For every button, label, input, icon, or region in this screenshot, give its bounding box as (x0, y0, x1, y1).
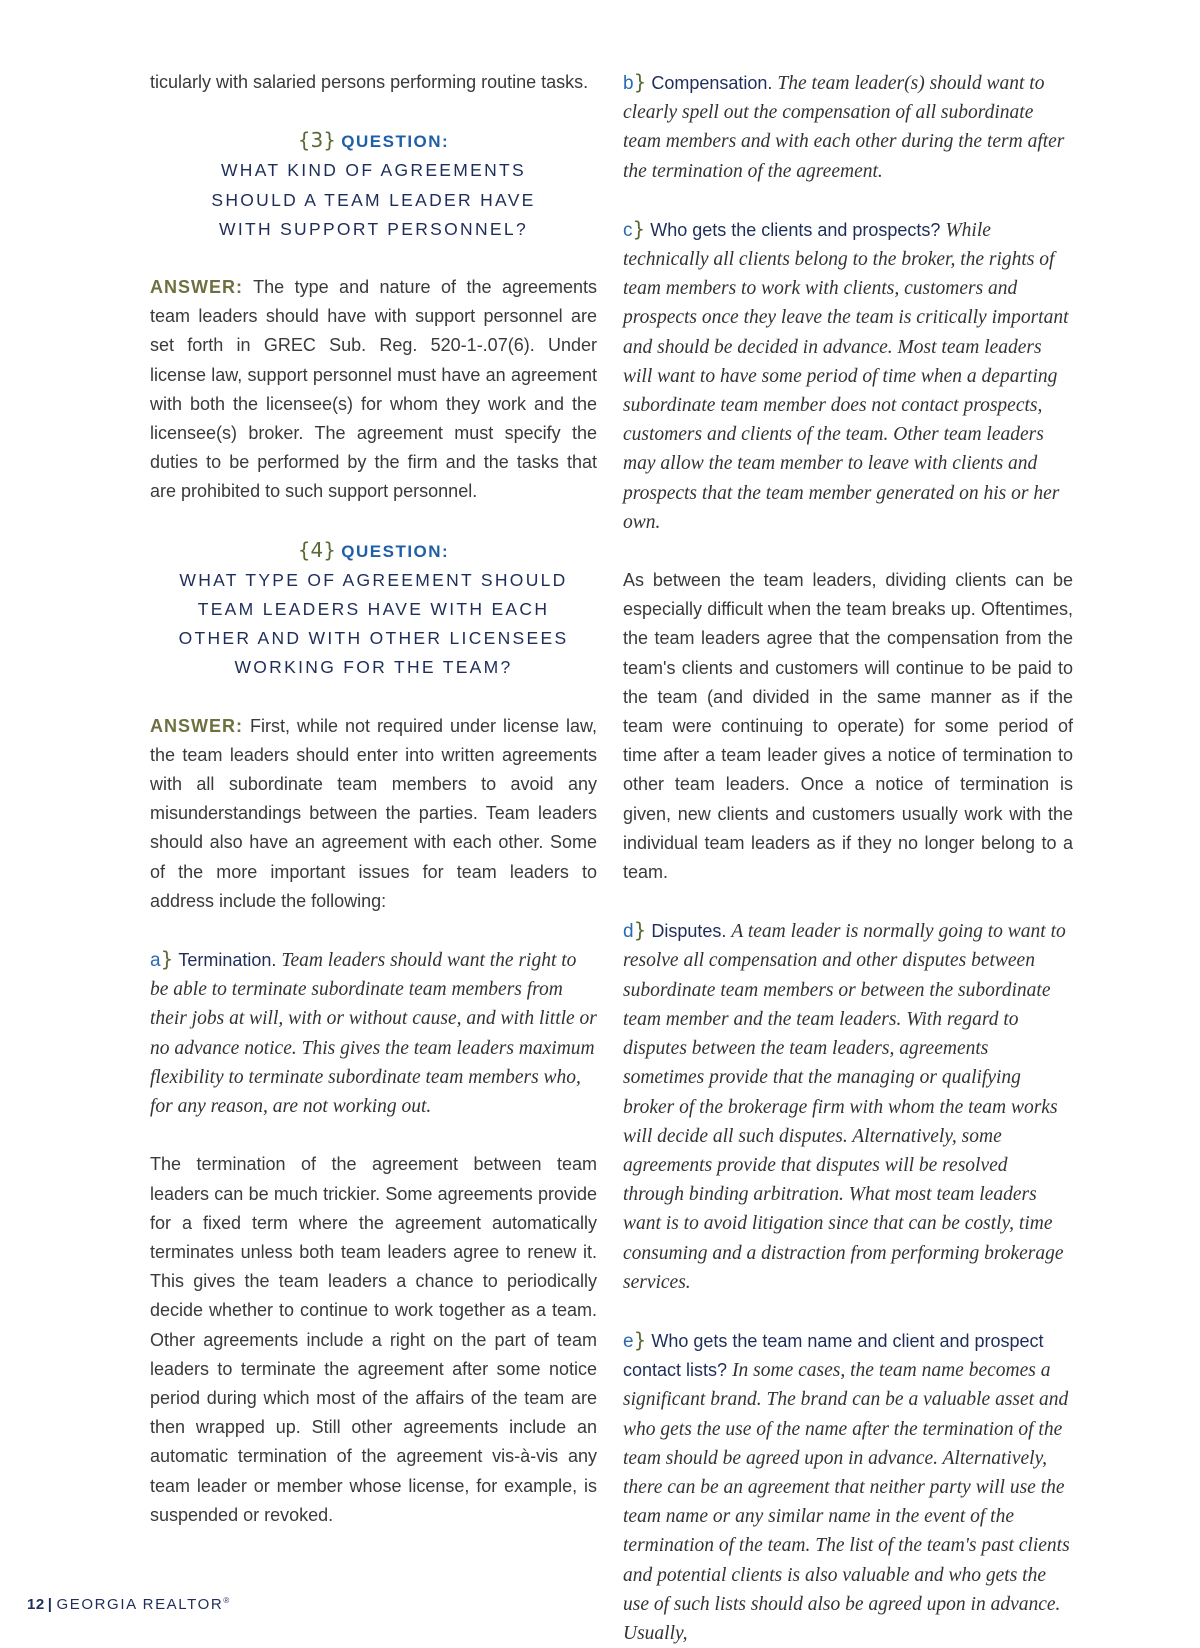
answer-3-label: ANSWER: (150, 277, 243, 298)
question-3-line: WITH SUPPORT PERSONNEL? (219, 218, 528, 239)
answer-4-text: First, while not required under license law, the team leaders should enter into written agreements with all subordinate team members to avoid any misunderstandings between the parties. Team leaders should also have an agreement with each other. Some of the more important issues for team leaders to address include the following: (150, 715, 597, 911)
question-3: {3} QUESTION: WHAT KIND OF AGREEMENTS SHOULD A TEAM LEADER HAVE WITH SUPPORT PERSONNEL? (150, 126, 597, 244)
question-4-number: 4 (310, 537, 324, 562)
item-b-letter: b (623, 73, 634, 94)
item-a-text: Team leaders should want the right to be able to terminate subordinate team members from their jobs at will, with or without cause, and with little or no advance notice. This gives the team leaders maximum flexibility to terminate subordinate team members who, for any reason, are not working out. (150, 950, 597, 1118)
question-4-line: WORKING FOR THE TEAM? (234, 657, 513, 678)
item-e-text: In some cases, the team name becomes a significant brand. The brand can be a valuable asset and who gets the use of the name after the termination of the team should be agreed upon in advance. Alternatively, there can be an agreement that neither party will use the team name or any similar name in the event of the termination of the team. The list of the team's past clients and potential clients is also valuable and who gets the use of such lists should also be agreed upon in advance. Usually, (623, 1360, 1070, 1644)
item-e: e} Who gets the team name and client and prospect contact lists? In some cases, the team name becomes a significant brand. The brand can be a valuable asset and who gets the use of the name after the termination of the team should be agreed upon in advance. Alternatively, there can be an agreement that neither party will use the team name or any similar name in the event of the termination of the team. The list of the team's past clients and potential clients is also valuable and who gets the use of such lists should also be agreed upon in advance. Usually, (623, 1327, 1070, 1644)
item-c-title: Who gets the clients and prospects? (650, 219, 941, 240)
answer-3-text: The type and nature of the agreements team leaders should have with support personnel are set forth in GREC Sub. Reg. 520-1-.07(6). Under license law, support personnel must have an agreement with both the licensee(s) for whom they work and the licensee(s) broker. The agreement must specify the duties to be performed by the firm and the tasks that are prohibited to such support personnel. (150, 277, 597, 502)
question-3-line: SHOULD A TEAM LEADER HAVE (211, 189, 536, 210)
page-number: 12 (27, 1596, 45, 1613)
left-column (150, 68, 597, 1530)
question-4-line: WHAT TYPE OF AGREEMENT SHOULD (179, 569, 568, 590)
answer-3 (150, 273, 597, 507)
publication-name: GEORGIA REALTOR (56, 1596, 224, 1613)
intro-fragment: ticularly with salaried persons performing routine tasks. (150, 72, 589, 92)
question-4: {4} QUESTION: WHAT TYPE OF AGREEMENT SHOULD TEAM LEADERS HAVE WITH EACH OTHER AND WITH OTHER LICENSEES WORKING FOR THE TEAM? (150, 536, 597, 683)
item-d: d} Disputes. A team leader is normally going to want to resolve all compensation and other disputes between subordinate team members or between the subordinate team member and the team leaders. With regard to disputes between the team leaders, agreements sometimes provide that the managing or qualifying broker of the brokerage firm with whom the team works will decide all such disputes. Alternatively, some agreements provide that disputes will be resolved through binding arbitration. What most team leaders want is to avoid litigation since that can be costly, time consuming and a distraction from performing brokerage services. (623, 918, 1066, 1293)
item-a-title: Termination. (178, 950, 277, 971)
question-3-label: QUESTION: (341, 132, 450, 152)
registered-mark: ® (223, 1596, 230, 1605)
right-column (623, 68, 1073, 1648)
item-e-title: Who gets the team name and client and prospect contact lists? (623, 1330, 1044, 1381)
termination-paragraph: The termination of the agreement between team leaders can be much trickier. Some agreements provide for a fixed term where the agreement automatically terminates unless both team leaders agree to renew it. This gives the team leaders a chance to periodically decide whether to continue to work together as a team. Other agreements include a right on the part of team leaders to terminate the agreement after some notice period during which most of the affairs of the team are then wrapped up. Still other agreements include an automatic termination of the agreement vis-à-vis any team leader or member whose license, for example, is suspended or revoked. (150, 1154, 597, 1525)
answer-4-label: ANSWER: (150, 715, 243, 736)
item-e-letter: e (623, 1330, 634, 1352)
question-3-line: WHAT KIND OF AGREEMENTS (220, 160, 527, 181)
question-4-line: OTHER AND WITH OTHER LICENSEES (178, 628, 569, 649)
footer-divider: | (47, 1596, 54, 1613)
item-c-text: While technically all clients belong to the broker, the rights of team members to work with clients, customers and prospects once they leave the team is critically important and should be decided in advance. Most team leaders will want to have some period of time when a departing subordinate team member does not contact prospects, customers and clients of the team. Other team leaders may allow the team member to leave with clients and prospects that the team member generated on his or her own. (623, 219, 1069, 533)
question-3-number: 3 (310, 128, 324, 153)
item-c-letter: c (623, 219, 633, 241)
item-a: a} Termination. Team leaders should want the right to be able to terminate subordinate team members from their jobs at will, with or without cause, and with little or no advance notice. This gives the team leaders maximum flexibility to terminate subordinate team members who, for any reason, are not working out. (150, 947, 597, 1118)
item-d-letter: d (623, 921, 634, 943)
answer-4 (150, 712, 597, 916)
page-footer (27, 1596, 229, 1613)
item-d-text: A team leader is normally going to want to resolve all compensation and other disputes between subordinate team members or between the subordinate team member and the team leaders. With regard to disputes between the team leaders, agreements sometimes provide that the managing or qualifying broker of the brokerage firm with whom the team works will decide all such disputes. Alternatively, some agreements provide that disputes will be resolved through binding arbitration. What most team leaders want is to avoid litigation since that can be costly, time consuming and a distraction from performing brokerage services. (623, 921, 1066, 1293)
item-a-letter: a (150, 950, 161, 972)
question-4-label: QUESTION: (341, 541, 450, 561)
item-c: c} Who gets the clients and prospects? While technically all clients belong to the broker, the rights of team members to work with clients, customers and prospects once they leave the team is critically important and should be decided in advance. Most team leaders will want to have some period of time when a departing subordinate team member does not contact prospects, customers and clients of the team. Other team leaders may allow the team member to leave with clients and prospects that the team member generated on his or her own. (623, 216, 1069, 533)
item-b-text: The team leader(s) should want to clearly spell out the compensation of all subordinate team members and with each other during the term after the termination of the agreement. (623, 73, 1065, 182)
item-b-title: Compensation. (651, 73, 773, 93)
dividing-clients-paragraph: As between the team leaders, dividing clients can be especially difficult when the team breaks up. Oftentimes, the team leaders agree that the compensation from the team's clients and customers will continue to be paid to the team (and divided in the same manner as if the team were continuing to operate) for some period of time after a team leader gives a notice of termination to other team leaders. Once a notice of termination is given, new clients and customers usually work with the individual team leaders as if they no longer belong to a team. (623, 570, 1073, 883)
item-d-title: Disputes. (651, 921, 727, 942)
question-4-line: TEAM LEADERS HAVE WITH EACH (197, 599, 550, 620)
item-b: b} Compensation. The team leader(s) should want to clearly spell out the compensation of all subordinate team members and with each other during the term after the termination of the agreement. (623, 70, 1065, 182)
